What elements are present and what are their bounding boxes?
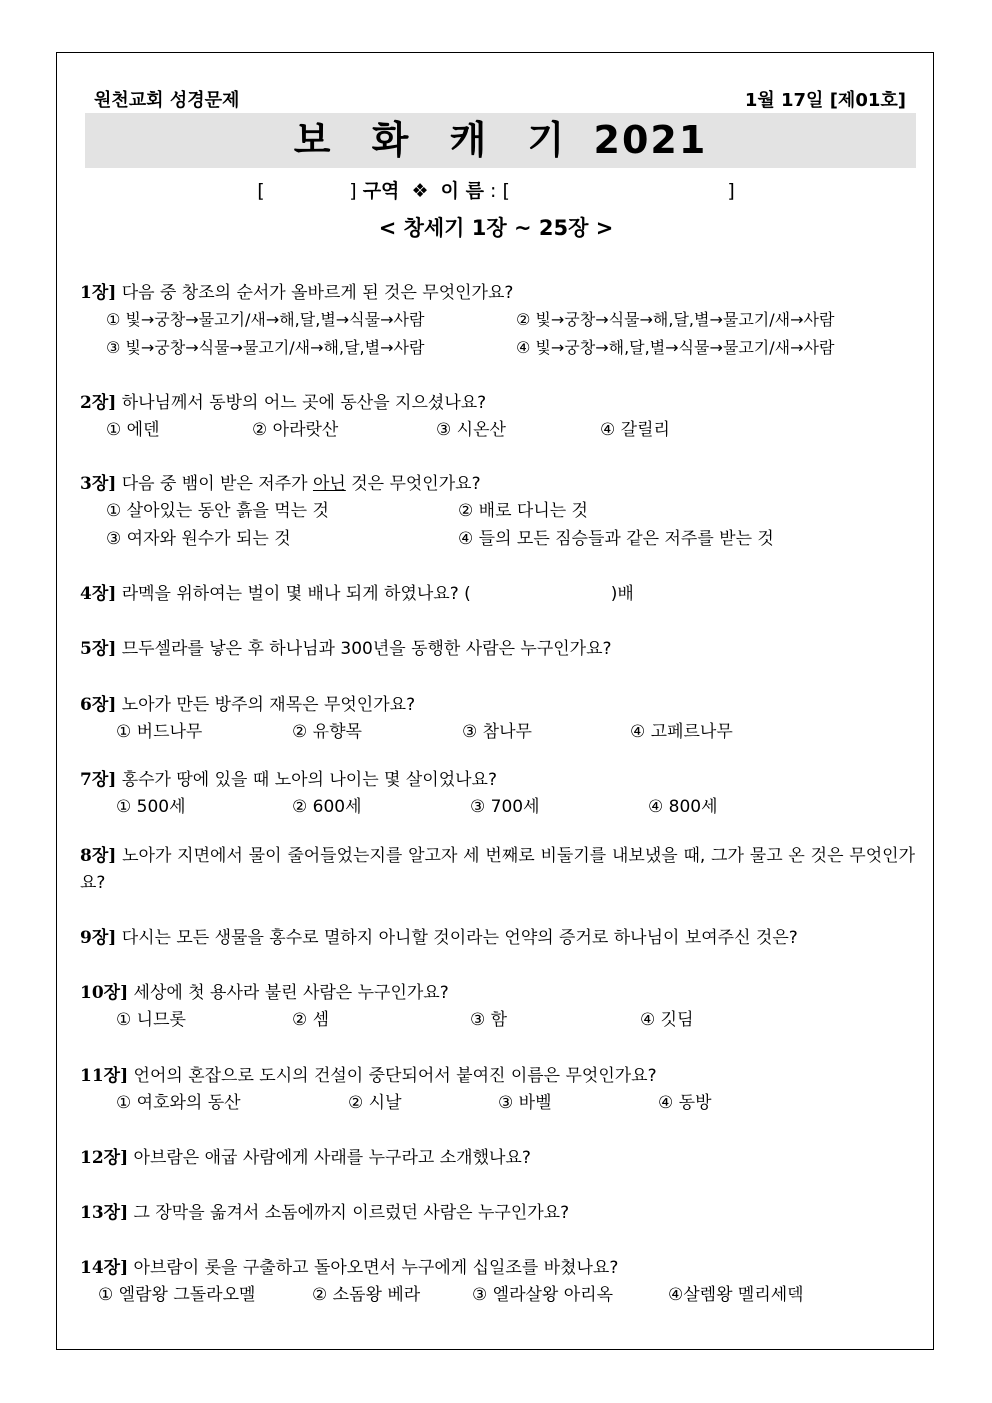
question-7-options bbox=[116, 793, 916, 823]
option-4[interactable]: ④ 동방 bbox=[658, 1093, 712, 1113]
question-text: 하나님께서 동방의 어느 곳에 동산을 지으셨나요? bbox=[121, 393, 487, 413]
question-number: 11장] bbox=[80, 1066, 129, 1086]
option-1[interactable]: ① 살아있는 동안 흙을 먹는 것 bbox=[106, 501, 329, 521]
question-4 bbox=[80, 581, 915, 608]
option-4[interactable]: ④ 들의 모든 짐승들과 같은 저주를 받는 것 bbox=[458, 529, 774, 549]
option-3[interactable]: ③ 함 bbox=[470, 1010, 508, 1030]
question-text: 언어의 혼잡으로 도시의 건설이 중단되어서 붙여진 이름은 무엇인가요? bbox=[133, 1066, 657, 1086]
question-text: 므두셀라를 낳은 후 하나님과 300년을 동행한 사람은 누구인가요? bbox=[121, 639, 612, 659]
question-text: 다시는 모든 생물을 홍수로 멸하지 아니할 것이라는 언약의 증거로 하나님이 보여주신 것은? bbox=[121, 928, 798, 948]
question-number: 5장] bbox=[80, 639, 117, 659]
question-text: 라멕을 위하여는 벌이 몇 배나 되게 하였나요? bbox=[121, 584, 459, 604]
district-label: 구역 bbox=[362, 180, 400, 202]
option-4[interactable]: ④ 800세 bbox=[648, 797, 718, 817]
name-label: 이 름 bbox=[440, 180, 484, 202]
question-number: 3장] bbox=[80, 474, 117, 494]
question-number: 6장] bbox=[80, 695, 117, 715]
option-2[interactable]: ② 소돔왕 베라 bbox=[312, 1285, 421, 1305]
question-number: 8장] bbox=[80, 846, 117, 866]
option-1[interactable]: ① 500세 bbox=[116, 797, 186, 817]
question-6 bbox=[80, 692, 915, 719]
question-number: 14장] bbox=[80, 1258, 129, 1278]
question-2 bbox=[80, 390, 915, 417]
option-3[interactable]: ③ 바벨 bbox=[498, 1093, 552, 1113]
option-1[interactable]: ① 에덴 bbox=[106, 420, 160, 440]
option-2[interactable]: ② 아라랏산 bbox=[252, 420, 339, 440]
option-2[interactable]: ② 빛→궁창→식물→해,달,별→물고기/새→사람 bbox=[516, 310, 835, 329]
church-label: 원천교회 성경문제 bbox=[94, 90, 240, 111]
option-3[interactable]: ③ 참나무 bbox=[462, 722, 532, 742]
question-text: 홍수가 땅에 있을 때 노아의 나이는 몇 살이었나요? bbox=[121, 770, 497, 790]
question-number: 2장] bbox=[80, 393, 117, 413]
question-1-options bbox=[106, 306, 906, 366]
option-2[interactable]: ② 600세 bbox=[292, 797, 362, 817]
name-entry-row bbox=[0, 176, 992, 203]
option-3[interactable]: ③ 700세 bbox=[470, 797, 540, 817]
option-3[interactable]: ③ 여자와 원수가 되는 것 bbox=[106, 529, 291, 549]
option-2[interactable]: ② 셈 bbox=[292, 1010, 330, 1030]
option-2[interactable]: ② 시날 bbox=[348, 1093, 402, 1113]
option-3[interactable]: ③ 엘라살왕 아리옥 bbox=[472, 1285, 614, 1305]
question-14-options bbox=[98, 1281, 908, 1311]
answer-blank-open: ( bbox=[464, 584, 471, 604]
question-3-options bbox=[106, 497, 906, 557]
option-1[interactable]: ① 버드나무 bbox=[116, 722, 203, 742]
question-text: 노아가 만든 방주의 재목은 무엇인가요? bbox=[121, 695, 416, 715]
question-text: 다음 중 뱀이 받은 저주가 bbox=[121, 474, 313, 494]
question-text: 아브람이 롯을 구출하고 돌아오면서 누구에게 십일조를 바쳤나요? bbox=[133, 1258, 619, 1278]
name-colon: : bbox=[490, 180, 497, 202]
question-10-options bbox=[116, 1006, 916, 1036]
option-2[interactable]: ② 배로 다니는 것 bbox=[458, 501, 588, 521]
chapter-range: < 창세기 1장 ~ 25장 > bbox=[378, 216, 614, 240]
diamond-icon: ❖ bbox=[411, 180, 429, 202]
question-11 bbox=[80, 1063, 915, 1090]
question-8 bbox=[80, 843, 915, 897]
question-number: 12장] bbox=[80, 1148, 129, 1168]
question-number: 10장] bbox=[80, 983, 129, 1003]
question-12 bbox=[80, 1145, 915, 1172]
option-1[interactable]: ① 엘람왕 그돌라오멜 bbox=[98, 1285, 256, 1305]
question-text: 아브람은 애굽 사람에게 사래를 누구라고 소개했나요? bbox=[133, 1148, 531, 1168]
option-1[interactable]: ① 여호와의 동산 bbox=[116, 1093, 241, 1113]
option-4[interactable]: ④ 고페르나무 bbox=[630, 722, 733, 742]
question-text: 다음 중 창조의 순서가 올바르게 된 것은 무엇인가요? bbox=[121, 283, 514, 303]
name-bracket-open[interactable]: [ bbox=[502, 180, 510, 202]
question-1 bbox=[80, 280, 915, 307]
district-bracket-open: [ bbox=[257, 180, 265, 202]
question-14 bbox=[80, 1255, 915, 1282]
question-5 bbox=[80, 636, 915, 663]
issue-date: 1월 17일 [제01호] bbox=[744, 90, 906, 111]
option-4[interactable]: ④살렘왕 멜리세덱 bbox=[668, 1285, 804, 1305]
question-text: 세상에 첫 용사라 불린 사람은 누구인가요? bbox=[133, 983, 449, 1003]
district-bracket-close: ] bbox=[349, 180, 357, 202]
question-7 bbox=[80, 767, 915, 794]
question-text: 것은 무엇인가요? bbox=[345, 474, 481, 494]
title-main: 보 화 캐 기 bbox=[293, 118, 579, 162]
question-number: 13장] bbox=[80, 1203, 129, 1223]
question-2-options bbox=[106, 416, 906, 446]
option-4[interactable]: ④ 빛→궁창→해,달,별→식물→물고기/새→사람 bbox=[516, 338, 835, 357]
question-number: 4장] bbox=[80, 584, 117, 604]
question-9 bbox=[80, 925, 915, 952]
option-3[interactable]: ③ 시온산 bbox=[436, 420, 506, 440]
question-number: 1장] bbox=[80, 283, 117, 303]
question-text: 그 장막을 옮겨서 소돔에까지 이르렀던 사람은 누구인가요? bbox=[133, 1203, 570, 1223]
question-13 bbox=[80, 1200, 915, 1227]
question-text-underlined: 아닌 bbox=[312, 474, 346, 494]
option-4[interactable]: ④ 갈릴리 bbox=[600, 420, 670, 440]
answer-blank-close: )배 bbox=[610, 584, 634, 604]
option-4[interactable]: ④ 깃딤 bbox=[640, 1010, 694, 1030]
question-10 bbox=[80, 980, 915, 1007]
option-1[interactable]: ① 빛→궁창→물고기/새→해,달,별→식물→사람 bbox=[106, 310, 425, 329]
page-title bbox=[85, 113, 916, 168]
option-1[interactable]: ① 니므롯 bbox=[116, 1010, 186, 1030]
question-11-options bbox=[116, 1089, 916, 1119]
title-year: 2021 bbox=[593, 118, 708, 162]
question-number: 7장] bbox=[80, 770, 117, 790]
name-bracket-close: ] bbox=[727, 180, 735, 202]
question-3 bbox=[80, 471, 915, 498]
question-text: 노아가 지면에서 물이 줄어들었는지를 알고자 세 번째로 비둘기를 내보냈을 때, 그가 물고 온 것은 무엇인가요? bbox=[80, 846, 915, 893]
option-3[interactable]: ③ 빛→궁창→식물→물고기/새→해,달,별→사람 bbox=[106, 338, 425, 357]
option-2[interactable]: ② 유향목 bbox=[292, 722, 362, 742]
question-number: 9장] bbox=[80, 928, 117, 948]
question-6-options bbox=[116, 718, 916, 748]
